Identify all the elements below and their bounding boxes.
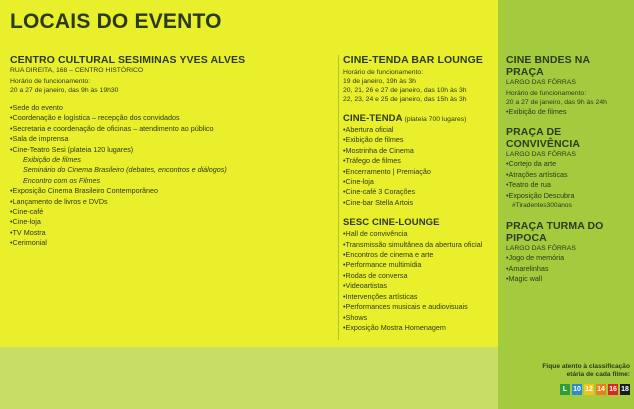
list-item: • Exposição Cinema Brasileiro Contemporâneo bbox=[10, 186, 330, 196]
pipoca-list bbox=[506, 253, 630, 284]
list-item: • Tráfego de filmes bbox=[343, 156, 495, 166]
sub-list-item: Seminário do Cinema Brasileiro (debates, encontros e diálogos) bbox=[23, 165, 227, 175]
venue-list bbox=[10, 103, 330, 249]
list-item: • Cortejo da arte bbox=[506, 159, 630, 169]
list-item: • Rodas de conversa bbox=[343, 271, 495, 281]
list-item: • Lançamento de livros e DVDs bbox=[10, 197, 330, 207]
bndes-list bbox=[506, 107, 630, 117]
list-item: • Abertura oficial bbox=[343, 125, 495, 135]
list-item: • Exposição Descubra bbox=[506, 191, 630, 201]
rating-badge-10: 10 bbox=[573, 386, 581, 393]
venue-title: CENTRO CULTURAL SESIMINAS YVES ALVES bbox=[10, 54, 246, 66]
list-item: • Magic wall bbox=[506, 274, 630, 284]
list-item: • Cerimonial bbox=[10, 238, 330, 248]
list-item: • Exibição de filmes bbox=[506, 107, 630, 117]
list-item: • Amarelinhas bbox=[506, 264, 630, 274]
list-item: • Exposição Mostra Homenagem bbox=[343, 323, 495, 333]
list-item: • Atrações artísticas bbox=[506, 170, 630, 180]
venue-praca bbox=[506, 54, 630, 285]
rating-badge-16: 16 bbox=[609, 386, 617, 393]
bar-hours-line: 22, 23, 24 e 25 de janeiro, das 15h às 3h bbox=[343, 96, 467, 103]
tenda-capacity: (plateia 700 lugares) bbox=[402, 116, 467, 123]
pipoca-section bbox=[506, 220, 630, 284]
hashtag: #Tiradentes300anos bbox=[512, 202, 572, 210]
list-item: • TV Mostra bbox=[10, 228, 330, 238]
bndes-hours-label: Horário de funcionamento: bbox=[506, 90, 587, 97]
bndes-title: CINE BNDES NA PRAÇA bbox=[506, 54, 590, 78]
sub-list-item: Encontro com os Filmes bbox=[23, 175, 101, 185]
venue-address: RUA DIREITA, 168 – CENTRO HISTÓRICO bbox=[10, 67, 144, 74]
sesc-section bbox=[343, 217, 495, 333]
pipoca-title: PRAÇA TURMA DO PIPOCA bbox=[506, 220, 604, 245]
list-item: • Exibição de filmes bbox=[343, 135, 495, 145]
tenda-section bbox=[343, 113, 495, 208]
bndes-place: LARGO DAS FÔRRAS bbox=[506, 79, 576, 86]
bar-hours-label: Horário de funcionamento: bbox=[343, 69, 424, 76]
convivencia-list bbox=[506, 159, 630, 211]
rating-badge-18: 18 bbox=[621, 386, 629, 393]
convivencia-title: PRAÇA DE CONVIVÊNCIA bbox=[506, 126, 581, 151]
list-item: • Sede do evento bbox=[10, 103, 330, 113]
list-item: • Hall de convivência bbox=[343, 229, 495, 239]
list-item: • Cine-Teatro Sesi (plateia 120 lugares) bbox=[10, 145, 330, 155]
list-item: • Videoartistas bbox=[343, 281, 495, 291]
list-item: • Encontros de cinema e arte bbox=[343, 250, 495, 260]
list-item: • Cine-café 3 Corações bbox=[343, 187, 495, 197]
rating-badge-12: 12 bbox=[585, 386, 593, 393]
rating-badge-l: L bbox=[560, 384, 570, 395]
rating-line1: Fique atento à classificação bbox=[542, 363, 630, 370]
list-item: • Transmissão simultânea da abertura oficial bbox=[343, 240, 495, 250]
list-item: • Cine-loja bbox=[10, 217, 330, 227]
venue-cine-tenda bbox=[343, 54, 495, 333]
tenda-heading bbox=[343, 113, 495, 125]
rating-badge-14: 14 bbox=[597, 386, 605, 393]
page-title: LOCAIS DO EVENTO bbox=[10, 10, 222, 33]
tenda-title: CINE-TENDA bbox=[343, 113, 403, 124]
pipoca-place: LARGO DAS FÔRRAS bbox=[506, 245, 576, 253]
rating-line2: etária de cada filme: bbox=[566, 371, 630, 378]
age-rating-legend bbox=[506, 363, 630, 395]
convivencia-section bbox=[506, 126, 630, 211]
hours-value: 20 a 27 de janeiro, das 9h às 19h30 bbox=[10, 87, 119, 94]
column-divider bbox=[338, 55, 339, 340]
list-item: • Cine-café bbox=[10, 207, 330, 217]
list-item: • Secretaria e coordenação de oficinas – atendimento ao público bbox=[10, 124, 330, 134]
rating-badges bbox=[506, 384, 630, 395]
list-item: • Coordenação e logística – recepção dos convidados bbox=[10, 113, 330, 123]
venue-sesiminas bbox=[10, 54, 330, 249]
bar-hours-line: 19 de janeiro, 19h às 3h bbox=[343, 78, 416, 85]
bndes-hours: 20 a 27 de janeiro, das 9h às 24h bbox=[506, 99, 607, 106]
sub-list-item: Exibição de filmes bbox=[23, 155, 81, 165]
tenda-list bbox=[343, 125, 495, 208]
list-item: • Cine-loja bbox=[343, 177, 495, 187]
list-item: • Mostrinha de Cinema bbox=[343, 146, 495, 156]
list-item: • Performance multimídia bbox=[343, 260, 495, 270]
sesc-title: SESC CINE-LOUNGE bbox=[343, 217, 440, 229]
bar-hours-line: 20, 21, 26 e 27 de janeiro, das 10h às 3h bbox=[343, 87, 467, 94]
list-item: • Shows bbox=[343, 313, 495, 323]
list-item: • Cine-bar Stella Artois bbox=[343, 198, 495, 208]
list-item: • Teatro de rua bbox=[506, 180, 630, 190]
list-item: • Intervenções artísticas bbox=[343, 292, 495, 302]
list-item: • Performances musicais e audiovisuais bbox=[343, 302, 495, 312]
hours-label: Horário de funcionamento: bbox=[10, 78, 91, 85]
list-item: • Encerramento | Premiação bbox=[343, 167, 495, 177]
list-item: • Jogo de memória bbox=[506, 253, 630, 263]
convivencia-place: LARGO DAS FÔRRAS bbox=[506, 151, 576, 159]
bar-lounge-title: CINE-TENDA BAR LOUNGE bbox=[343, 54, 483, 66]
list-item: • Sala de imprensa bbox=[10, 134, 330, 144]
sesc-list bbox=[343, 229, 495, 333]
